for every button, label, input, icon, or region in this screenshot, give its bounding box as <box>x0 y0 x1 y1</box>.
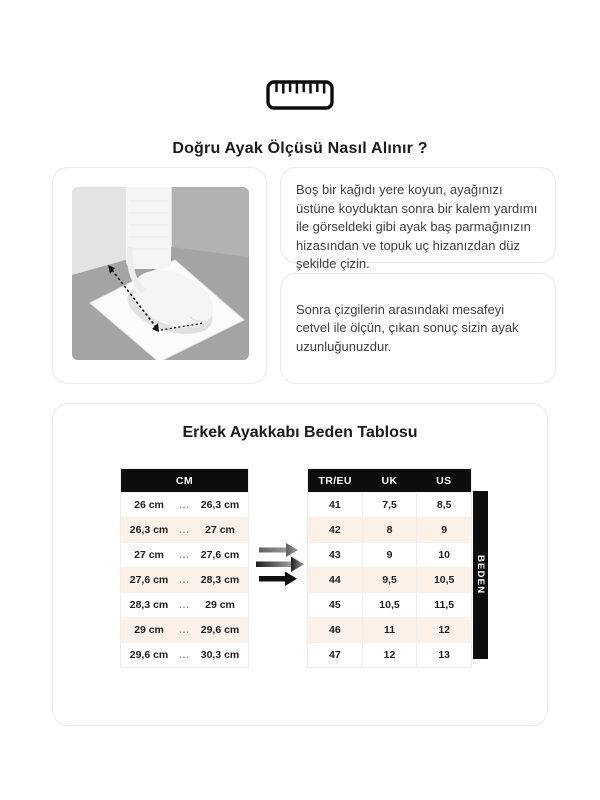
table-cell: 26 cm <box>134 499 164 511</box>
table-cell: 9 <box>416 518 471 542</box>
table-cell: 45 <box>328 599 341 611</box>
cm-table-row <box>121 517 248 542</box>
conversion-table-body <box>308 492 471 667</box>
table-cell: 27 cm <box>134 549 164 561</box>
table-cell: 42 <box>328 524 341 536</box>
cm-header-cell: CM <box>175 474 194 487</box>
instruction-step-2: Sonra çizgilerin arasındaki mesafeyi cetvel ile ölçün, çıkan sonuç sizin ayak uzunluğunuzdur. <box>296 301 519 354</box>
table-cell: 8 <box>362 518 417 542</box>
table-cell: 29,6 cm <box>129 649 169 661</box>
cm-table-row <box>121 542 248 567</box>
conversion-table-header <box>308 469 471 492</box>
table-cell: 10,5 <box>362 593 417 617</box>
table-cell: 27,6 cm <box>129 574 169 586</box>
table-cell: 27 cm <box>205 524 235 536</box>
table-cell: 47 <box>328 649 341 661</box>
cm-table-row <box>121 567 248 592</box>
table-cell: 11,5 <box>416 593 471 617</box>
table-cell: 29 cm <box>205 599 235 611</box>
table-cell: 26,3 cm <box>129 524 169 536</box>
size-table-title: Erkek Ayakkabı Beden Tablosu <box>182 424 418 441</box>
table-cell: ... <box>179 650 190 660</box>
table-cell: UK <box>381 474 398 487</box>
table-cell: TR/EU <box>318 474 352 487</box>
table-cell: 7,5 <box>362 493 417 517</box>
table-cell: 44 <box>328 574 341 586</box>
foot-measurement-photo <box>72 187 249 360</box>
table-cell: 10,5 <box>416 568 471 592</box>
page-title: Doğru Ayak Ölçüsü Nasıl Alınır ? <box>172 139 428 157</box>
table-cell: ... <box>179 575 190 585</box>
conversion-table-row <box>308 492 471 517</box>
conversion-table-row <box>308 617 471 642</box>
instruction-card-2 <box>280 273 556 384</box>
size-table-section <box>52 403 548 726</box>
conversion-table-row <box>308 642 471 667</box>
table-cell: ... <box>179 525 190 535</box>
cm-table-header <box>121 469 248 492</box>
table-cell: ... <box>179 500 190 510</box>
table-cell: 41 <box>328 499 341 511</box>
conversion-table-row <box>308 542 471 567</box>
table-cell: 10 <box>416 543 471 567</box>
conversion-table-row <box>308 517 471 542</box>
table-cell: ... <box>179 600 190 610</box>
foot-measurement-photo-card <box>52 167 267 384</box>
instruction-step-1: Boş bir kağıdı yere koyun, ayağınızı üstüne koyduktan sonra bir kalem yardımı ile görseldeki gibi ayak baş parmağınızın hizasından ve topuk uç hizanızdan düz şekilde çizin. <box>296 182 538 271</box>
cm-table-row <box>121 642 248 667</box>
table-cell: 43 <box>328 549 341 561</box>
table-cell: ... <box>179 625 190 635</box>
table-cell: 27,6 cm <box>200 549 240 561</box>
ruler-icon <box>266 80 334 110</box>
size-conversion-table <box>307 468 472 668</box>
cm-table-row <box>121 592 248 617</box>
table-cell: ... <box>179 550 190 560</box>
beden-label: BEDEN <box>473 491 488 659</box>
table-cell: 28,3 cm <box>200 574 240 586</box>
table-cell: 28,3 cm <box>129 599 169 611</box>
table-cell: 46 <box>328 624 341 636</box>
table-cell: 30,3 cm <box>200 649 240 661</box>
table-cell: 13 <box>416 643 471 667</box>
table-cell: 9,5 <box>362 568 417 592</box>
instruction-card-1 <box>280 167 556 271</box>
table-cell: 12 <box>362 643 417 667</box>
table-cell: 26,3 cm <box>200 499 240 511</box>
table-cell: 8,5 <box>416 493 471 517</box>
table-cell: 9 <box>362 543 417 567</box>
conversion-arrows-icon <box>256 540 304 588</box>
table-cell: US <box>436 474 452 487</box>
table-cell: 11 <box>362 618 417 642</box>
table-cell: 29 cm <box>134 624 164 636</box>
table-cell: 29,6 cm <box>200 624 240 636</box>
table-cell: 12 <box>416 618 471 642</box>
cm-table <box>120 468 249 668</box>
foot-photo-illustration <box>72 187 249 360</box>
cm-table-row <box>121 492 248 517</box>
conversion-table-row <box>308 567 471 592</box>
cm-table-row <box>121 617 248 642</box>
cm-table-body <box>121 492 248 667</box>
conversion-table-row <box>308 592 471 617</box>
ruler-icon <box>266 80 334 110</box>
